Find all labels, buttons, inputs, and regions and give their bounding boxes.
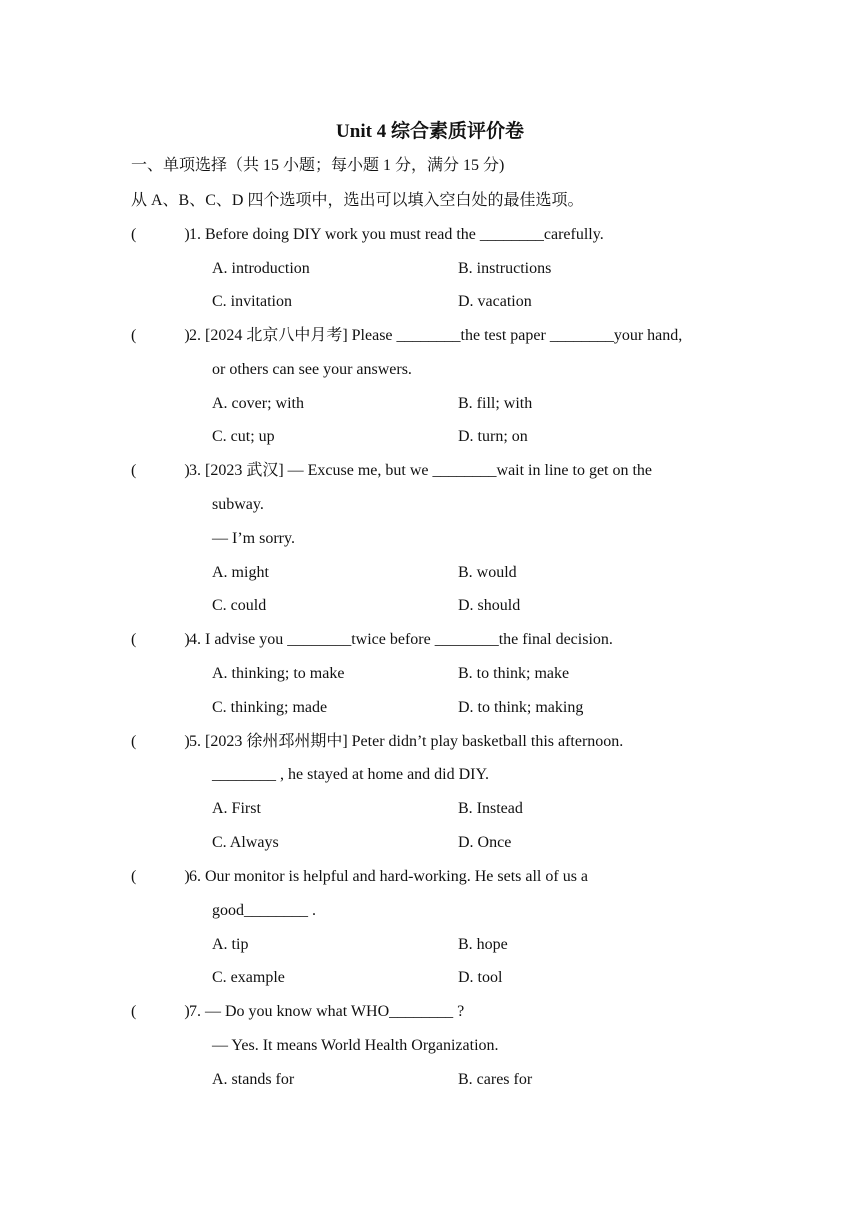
option-b: B. cares for: [458, 1071, 533, 1088]
section-heading: 一、单项选择（共 15 小题；每小题 1 分，满分 15 分): [131, 157, 505, 174]
option-b: B. would: [458, 564, 517, 581]
option-a: A. introduction: [212, 260, 310, 277]
question-text-continued: or others can see your answers.: [212, 361, 412, 378]
page-title: Unit 4 综合素质评价卷: [336, 121, 524, 142]
option-d: D. tool: [458, 969, 503, 986]
option-a: A. tip: [212, 936, 249, 953]
dialogue-reply: — I’m sorry.: [212, 530, 295, 547]
option-a: A. First: [212, 800, 261, 817]
option-c: C. cut; up: [212, 428, 275, 445]
option-c: C. could: [212, 597, 267, 614]
option-c: C. example: [212, 969, 285, 986]
question-text: 1. Before doing DIY work you must read the ________carefully.: [189, 226, 604, 243]
option-a: A. might: [212, 564, 269, 581]
answer-blank[interactable]: ( ): [131, 226, 190, 243]
option-d: D. to think; making: [458, 699, 584, 716]
answer-blank[interactable]: ( ): [131, 631, 190, 648]
question-text-continued: ________ , he stayed at home and did DIY.: [212, 766, 489, 783]
question-text: 6. Our monitor is helpful and hard-working. He sets all of us a: [189, 868, 589, 885]
question-text: 5. [2023 徐州邳州期中] Peter didn’t play basketball this afternoon.: [189, 733, 624, 750]
option-d: D. vacation: [458, 293, 532, 310]
option-b: B. hope: [458, 936, 508, 953]
answer-blank[interactable]: ( ): [131, 462, 190, 479]
option-d: D. should: [458, 597, 521, 614]
question-text-continued: good________ .: [212, 902, 316, 919]
answer-blank[interactable]: ( ): [131, 1003, 190, 1020]
option-d: D. turn; on: [458, 428, 528, 445]
answer-blank[interactable]: ( ): [131, 327, 190, 344]
question-text: 2. [2024 北京八中月考] Please ________the test paper ________your hand,: [189, 327, 683, 344]
question-text: 3. [2023 武汉] — Excuse me, but we ________wait in line to get on the: [189, 462, 653, 479]
option-a: A. cover; with: [212, 395, 304, 412]
option-c: C. invitation: [212, 293, 292, 310]
question-text: 4. I advise you ________twice before ________the final decision.: [189, 631, 613, 648]
option-c: C. thinking; made: [212, 699, 328, 716]
option-a: A. stands for: [212, 1071, 295, 1088]
answer-blank[interactable]: ( ): [131, 868, 190, 885]
option-a: A. thinking; to make: [212, 665, 345, 682]
question-text: 7. — Do you know what WHO________ ?: [189, 1003, 465, 1020]
option-d: D. Once: [458, 834, 512, 851]
section-instruction: 从 A、B、C、D 四个选项中，选出可以填入空白处的最佳选项。: [131, 192, 584, 209]
dialogue-reply: — Yes. It means World Health Organization.: [212, 1037, 499, 1054]
option-b: B. Instead: [458, 800, 523, 817]
option-b: B. fill; with: [458, 395, 533, 412]
option-b: B. instructions: [458, 260, 552, 277]
option-c: C. Always: [212, 834, 279, 851]
answer-blank[interactable]: ( ): [131, 733, 190, 750]
option-b: B. to think; make: [458, 665, 570, 682]
question-text-continued: subway.: [212, 496, 264, 513]
